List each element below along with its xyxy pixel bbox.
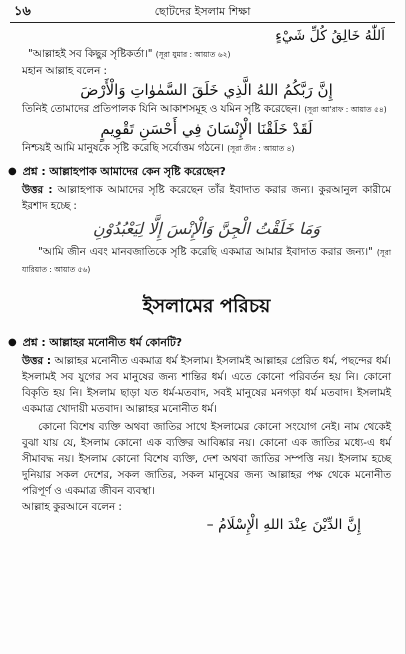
section-title: ইসলামের পরিচয় <box>142 295 271 317</box>
translation-3-text: নিশ্চয়ই আমি মানুষকে সৃষ্টি করেছি সর্বোত্তম গঠনে। <box>22 142 224 154</box>
question-1 <box>8 163 391 180</box>
arabic-verse-2: إِنَّ رَبَّكُمُ اللهُ الَّذِي خَلَقَ السَّمٰوٰاتِ وَالْأَرْضَ <box>80 81 333 99</box>
translation-2 <box>22 101 391 118</box>
intro-2: আল্লাহ কুরআনে বলেন : <box>22 501 122 513</box>
answer-2-label: উত্তর : <box>22 355 52 367</box>
question-1-text: প্রশ্ন : আল্লাহপাক আমাদের কেন সৃষ্টি করেছেন? <box>22 165 226 178</box>
bullet-icon: ● <box>8 166 17 177</box>
answer-1-label: উত্তর : <box>22 184 53 196</box>
arabic-verse-1: اَللّٰهُ خَالِقُ كُلِّ شَيْءٍ <box>275 28 385 44</box>
page-header <box>10 0 395 23</box>
bullet-icon: ● <box>8 337 17 348</box>
answer-1-text: আল্লাহপাক আমাদের সৃষ্টি করেছেন তাঁর ইবাদাত করার জন্য। কুরআনুল কারীমে ইরশাদ হচ্ছে : <box>22 184 391 212</box>
answer-2-paragraph-2: কোনো বিশেষ ব্যক্তি অথবা জাতির সাথে ইসলামের কোনো সংযোগ নেই। নাম থেকেই বুঝা যায় যে, ইসলাম কোনো এক ব্যক্তির আবিষ্কার নয়। কোনো এক জাতির মধ্যে-এ ধর্ম সীমাবদ্ধ নয়। ইসলাম কোনো বিশেষ ব্যক্তি, দেশ অথবা জাতির সম্পত্তি নয়। ইসলাম হচ্ছে দুনিয়ার সকল দেশের, সকল জাতির, সকল মানুষের জন্য আল্লাহর পক্ষ থেকে মনোনীত পরিপূর্ণ ও একমাত্র জীবন ব্যবস্থা। <box>22 421 391 497</box>
reference-4: (সূরা যারিয়াত : আয়াত ৫৬) <box>22 248 391 274</box>
reference-1: (সূরা যুমার : আয়াত ৬২) <box>155 50 231 59</box>
arabic-calligraphy-verse: وَمَا خَلَقْتُ الْجِنَّ وَالْإِنْسَ إِلَّا لِيَعْبُدُوْنِ <box>92 219 321 238</box>
translation-1 <box>22 46 391 63</box>
reference-2: (সূরা আ'রাফ : আয়াত ৫৪) <box>304 105 387 114</box>
translation-4 <box>22 244 391 278</box>
translation-4-text: "আমি জীন এবং মানবজাতিকে সৃষ্টি করেছি একমাত্র আমার ইবাদাত করার জন্য।" <box>38 246 373 258</box>
reference-3: (সূরা তীন : আয়াত ৪) <box>227 144 295 153</box>
translation-3 <box>22 140 391 157</box>
arabic-verse-final: إِنَّ الدِّيْنَ عِنْدَ اللهِ الْإِسْلَامُ – <box>206 517 361 533</box>
translation-1-text: "আল্লাহই সব কিছুর সৃষ্টিকর্তা।" <box>28 48 153 60</box>
translation-2-text: তিনিই তোমাদের প্রতিপালক যিনি আকাশসমূহ ও যমিন সৃষ্টি করেছেন। <box>22 103 301 115</box>
answer-2-text: আল্লাহর মনোনীত একমাত্র ধর্ম ইসলাম। ইসলামই আল্লাহর প্রেরিত ধর্ম, পছন্দের ধর্ম। ইসলামই সব যুগের সব মানুষের জন্য শান্তির ধর্ম। এতে কোনো পরিবর্তন হয় নি। কোনো বিকৃতি হয় নি। ইসলাম ছাড়া যত ধর্ম-মতবাদ, সবই মানুষের মনগড়া ধর্ম মতবাদ। ইসলামই একমাত্র খোদায়ী মতবাদ। আল্লাহর মনোনীত ধর্ম। <box>22 355 391 415</box>
question-2-text: প্রশ্ন : আল্লাহর মনোনীত ধর্ম কোনটি? <box>22 336 183 349</box>
running-title: ছোটদের ইসলাম শিক্ষা <box>154 5 251 18</box>
question-2 <box>8 334 391 351</box>
arabic-verse-3: لَقَدْ خَلَقْنَا الْإِنْسَانَ فِي أَحْسَنِ تَقْوِيمٍ <box>100 120 313 138</box>
page-number: ১৬ <box>14 4 31 19</box>
page-content <box>8 26 391 535</box>
answer-2 <box>22 353 391 417</box>
intro-1: মহান আল্লাহ বলেন : <box>22 65 107 77</box>
answer-1 <box>22 182 391 214</box>
